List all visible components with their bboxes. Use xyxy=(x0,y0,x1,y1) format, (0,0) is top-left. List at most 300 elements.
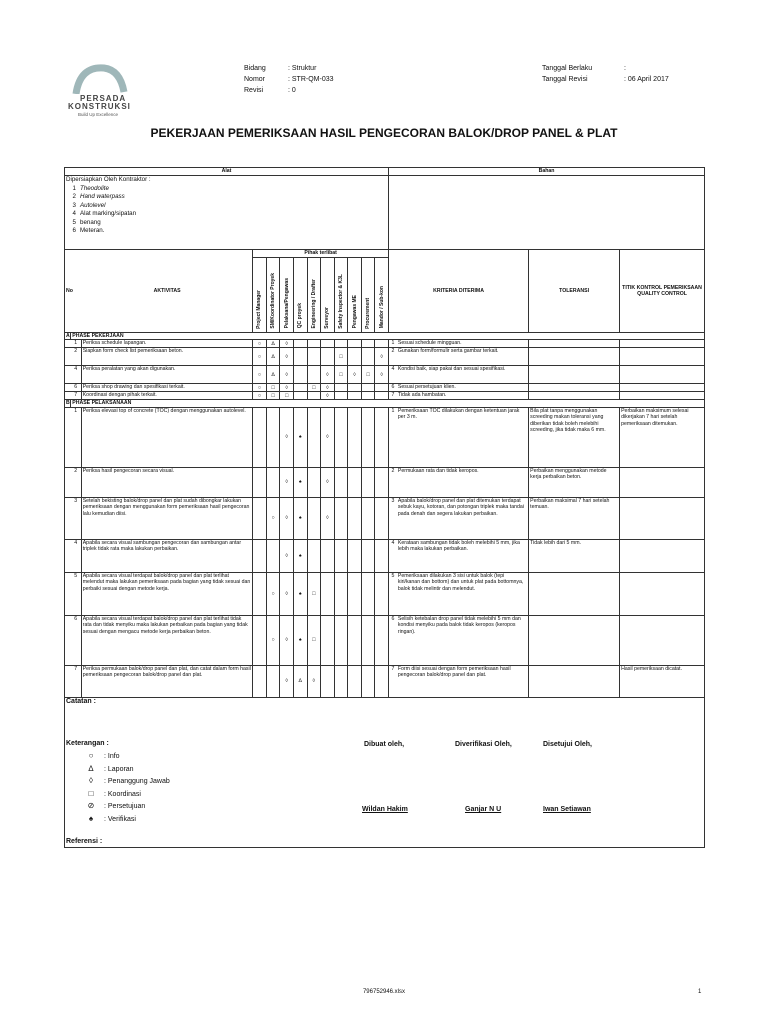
role-symbol: ◊ xyxy=(321,467,335,497)
tolerance-text: Bila plat tanpa menggunakan screeding makan toleransi yang diberikan tidak boleh melebihi screeding, jika tidak maka 6 mm. xyxy=(529,407,620,467)
row-activity: Periksa schedule lapangan. xyxy=(81,340,252,348)
role-symbol xyxy=(375,392,389,400)
col-role-label: Project Manager xyxy=(256,289,263,329)
criteria-text: Kerataan sambungan tidak boleh melebihi 5 mm, jika lebih maka lakukan perbaikan. xyxy=(397,539,529,572)
role-symbol xyxy=(334,665,348,697)
col-role-label: Pengawas ME xyxy=(351,295,358,329)
row-no: 3 xyxy=(71,497,81,539)
criteria-no: 2 xyxy=(389,467,397,497)
legend-label: : Verifikasi xyxy=(104,815,136,823)
role-symbol: ♠ xyxy=(293,467,307,497)
table-row xyxy=(65,572,705,615)
control-point-text xyxy=(620,348,705,366)
persetujuan-icon: ⊘ xyxy=(87,801,95,810)
tolerance-text xyxy=(529,348,620,366)
col-role xyxy=(293,258,307,333)
signer-1-name: Wildan Hakim xyxy=(362,806,408,813)
legend-item xyxy=(78,750,218,763)
role-symbol xyxy=(321,572,335,615)
role-symbol xyxy=(375,407,389,467)
tgl-revisi-value: : 06 April 2017 xyxy=(624,76,669,83)
revisi-label: Revisi xyxy=(244,87,264,94)
role-symbol: ○ xyxy=(253,348,267,366)
logo-tagline: Build Up Excellence xyxy=(78,112,119,117)
legend xyxy=(78,750,218,825)
criteria-no: 5 xyxy=(389,572,397,615)
legend-label: : Penanggung Jawab xyxy=(104,778,170,785)
criteria-text: Sesuai schedule mingguan. xyxy=(397,340,529,348)
col-role xyxy=(321,258,335,333)
role-symbol xyxy=(307,497,321,539)
role-symbol xyxy=(334,467,348,497)
alat-list xyxy=(65,176,389,250)
tolerance-text xyxy=(529,384,620,392)
bahan-list xyxy=(389,176,705,250)
bidang-value: : Struktur xyxy=(288,65,317,72)
row-activity: Siapkan form check list pemeriksaan beton. xyxy=(81,348,252,366)
role-symbol xyxy=(361,467,375,497)
row-activity: Koordinasi dengan pihak terkait. xyxy=(81,392,252,400)
role-symbol xyxy=(307,348,321,366)
role-symbol xyxy=(293,366,307,384)
alat-item-no: 6 xyxy=(72,227,76,234)
role-symbol xyxy=(321,665,335,697)
col-role xyxy=(361,258,375,333)
role-symbol xyxy=(293,392,307,400)
row-activity: Apabila secara visual terdapat balok/drop panel dan plat terlihat melendut maka lakukan pemeriksaan pada bagian yang tidak sesuai dan perbaiki sesuai dengan metode kerja. xyxy=(81,572,252,615)
tolerance-text: Perbaikan menggunakan metode kerja perbaikan beton. xyxy=(529,467,620,497)
role-symbol: ♠ xyxy=(293,539,307,572)
role-symbol: □ xyxy=(361,366,375,384)
verifikasi-icon: ♠ xyxy=(88,813,94,823)
role-symbol: ◊ xyxy=(348,366,362,384)
role-symbol xyxy=(361,572,375,615)
role-symbol xyxy=(348,407,362,467)
role-symbol xyxy=(266,467,280,497)
alat-item xyxy=(66,185,387,194)
role-symbol: ◊ xyxy=(375,348,389,366)
role-symbol xyxy=(293,348,307,366)
role-symbol: ◊ xyxy=(280,539,294,572)
logo-arc-icon xyxy=(62,64,140,94)
role-symbol: □ xyxy=(334,348,348,366)
nomor-label: Nomor xyxy=(244,76,266,83)
criteria-no: 4 xyxy=(389,539,397,572)
role-symbol: ○ xyxy=(253,384,267,392)
row-activity: Apabila secara visual sambungan pengecoran dan sambungan antar triplek tidak rata maka lakukan perbaikan. xyxy=(81,539,252,572)
control-point-text xyxy=(620,615,705,665)
col-role xyxy=(280,258,294,333)
role-symbol xyxy=(266,665,280,697)
col-titik: TITIK KONTROL PEMERIKSAAN QUALITY CONTROL xyxy=(620,250,705,333)
footer-page: 1 xyxy=(698,989,702,995)
role-symbol xyxy=(307,366,321,384)
table-row xyxy=(65,497,705,539)
role-symbol xyxy=(348,348,362,366)
role-symbol: □ xyxy=(280,392,294,400)
role-symbol xyxy=(253,497,267,539)
alat-item xyxy=(66,210,387,219)
control-point-text: Perbaikan maksimum selesai dikerjakan 7 hari setelah pemeriksaan ditemukan. xyxy=(620,407,705,467)
legend-label: : Koordinasi xyxy=(104,790,141,798)
alat-item-text: Alat marking/sipatan xyxy=(80,210,137,217)
row-no: 2 xyxy=(71,467,81,497)
role-symbol xyxy=(321,340,335,348)
role-symbol xyxy=(334,615,348,665)
catatan-label: Catatan : xyxy=(66,697,96,705)
col-role-label: Mandor / Sub-kon xyxy=(378,286,385,329)
legend-item xyxy=(78,813,218,826)
role-symbol: ◊ xyxy=(321,497,335,539)
tolerance-text xyxy=(529,572,620,615)
alat-item-text: Meteran. xyxy=(80,227,105,234)
col-no-aktivitas-head xyxy=(65,250,253,333)
role-symbol xyxy=(253,615,267,665)
disetujui-label: Disetujui Oleh, xyxy=(543,741,593,748)
role-symbol xyxy=(361,340,375,348)
legend-item xyxy=(78,763,218,776)
row-no: 4 xyxy=(71,366,81,384)
info-icon: ○ xyxy=(88,751,94,760)
alat-item-no: 1 xyxy=(72,184,76,192)
role-symbol: □ xyxy=(266,392,280,400)
role-symbol: ◊ xyxy=(321,407,335,467)
role-symbol xyxy=(253,467,267,497)
phase-a-code: A xyxy=(66,333,70,339)
row-no: 5 xyxy=(71,572,81,615)
role-symbol xyxy=(375,665,389,697)
control-point-text xyxy=(620,467,705,497)
col-role-label: Engineering / Drafter xyxy=(310,279,317,329)
role-symbol xyxy=(253,665,267,697)
criteria-no: 6 xyxy=(389,384,397,392)
col-role xyxy=(375,258,389,333)
role-symbol: ○ xyxy=(266,572,280,615)
role-symbol: ∆ xyxy=(266,348,280,366)
tgl-berlaku-value: : xyxy=(624,65,626,72)
role-symbol xyxy=(375,467,389,497)
alat-header: Alat xyxy=(65,168,389,176)
table-row xyxy=(65,340,705,348)
criteria-no: 1 xyxy=(389,407,397,467)
tgl-berlaku-label: Tanggal Berlaku xyxy=(542,65,593,72)
role-symbol xyxy=(334,572,348,615)
role-symbol: □ xyxy=(307,615,321,665)
role-symbol xyxy=(334,340,348,348)
company-logo xyxy=(62,64,140,124)
criteria-text: Kondisi baik, siap pakai dan sesuai spesifikasi. xyxy=(397,366,529,384)
role-symbol: ◊ xyxy=(321,384,335,392)
role-symbol xyxy=(307,467,321,497)
table-row xyxy=(65,615,705,665)
role-symbol xyxy=(334,392,348,400)
role-symbol xyxy=(293,384,307,392)
control-point-text xyxy=(620,392,705,400)
row-activity: Apabila secara visual terdapat balok/drop panel dan plat terlihat tidak rata dan tidak menyiku maka lakukan perbaikan pada bagian yang tidak sesuai dengan mengacu metode kerja perbaikan beton. xyxy=(81,615,252,665)
revisi-value: : 0 xyxy=(288,87,296,94)
legend-item xyxy=(78,788,218,801)
phase-b-code: B xyxy=(66,400,70,407)
diverifikasi-label: Diverifikasi Oleh, xyxy=(455,741,512,748)
role-symbol xyxy=(375,539,389,572)
alat-item-no: 5 xyxy=(72,218,76,226)
criteria-no: 4 xyxy=(389,366,397,384)
role-symbol: ◊ xyxy=(280,467,294,497)
alat-item-no: 3 xyxy=(72,201,76,209)
row-no: 6 xyxy=(71,615,81,665)
table-row xyxy=(65,348,705,366)
alat-item-text: Theodolite xyxy=(80,184,109,192)
role-symbol: □ xyxy=(307,384,321,392)
signer-2-name: Ganjar N U xyxy=(465,806,502,813)
tolerance-text xyxy=(529,366,620,384)
role-symbol xyxy=(334,497,348,539)
control-point-text xyxy=(620,497,705,539)
role-symbol: ○ xyxy=(266,615,280,665)
control-point-text xyxy=(620,366,705,384)
role-symbol: ◊ xyxy=(307,665,321,697)
role-symbol xyxy=(321,539,335,572)
alat-item xyxy=(66,193,387,202)
col-role-label: QC proyek xyxy=(297,303,304,329)
control-point-text xyxy=(620,384,705,392)
bidang-label: Bidang xyxy=(244,65,266,72)
row-no: 1 xyxy=(71,407,81,467)
table-row xyxy=(65,384,705,392)
legend-label: : Laporan xyxy=(104,765,134,773)
role-symbol xyxy=(348,615,362,665)
role-symbol xyxy=(334,539,348,572)
role-symbol xyxy=(253,407,267,467)
koordinasi-icon: □ xyxy=(88,788,94,798)
role-symbol xyxy=(348,665,362,697)
criteria-text: Sesuai persetujuan klien. xyxy=(397,384,529,392)
col-pihak: Pihak terlibat xyxy=(253,250,389,258)
row-no: 6 xyxy=(71,384,81,392)
role-symbol xyxy=(307,407,321,467)
meta-right xyxy=(542,63,712,85)
role-symbol: ∆ xyxy=(266,366,280,384)
row-no: 7 xyxy=(71,665,81,697)
referensi-label: Referensi : xyxy=(66,838,103,845)
role-symbol xyxy=(348,384,362,392)
role-symbol xyxy=(266,539,280,572)
criteria-text: Tidak ada hambatan. xyxy=(397,392,529,400)
criteria-no: 7 xyxy=(389,392,397,400)
role-symbol xyxy=(348,539,362,572)
role-symbol xyxy=(348,340,362,348)
tgl-revisi-label: Tanggal Revisi xyxy=(542,76,588,83)
role-symbol xyxy=(361,665,375,697)
role-symbol xyxy=(375,384,389,392)
criteria-no: 2 xyxy=(389,348,397,366)
criteria-no: 3 xyxy=(389,497,397,539)
role-symbol: ◊ xyxy=(321,392,335,400)
row-no: 1 xyxy=(71,340,81,348)
table-row xyxy=(65,665,705,697)
role-symbol: ◊ xyxy=(375,366,389,384)
criteria-text: Selisih ketebalan drop panel tidak melebihi 5 mm dan kondisi menyiku pada balok tidak keropos (keropos ringan). xyxy=(397,615,529,665)
table-row xyxy=(65,366,705,384)
tolerance-text xyxy=(529,340,620,348)
role-symbol xyxy=(348,572,362,615)
role-symbol: ◊ xyxy=(280,407,294,467)
role-symbol xyxy=(334,407,348,467)
logo-line1: PERSADA xyxy=(80,94,127,103)
tolerance-text xyxy=(529,392,620,400)
role-symbol xyxy=(334,384,348,392)
criteria-text: Permukaan rata dan tidak keropos. xyxy=(397,467,529,497)
role-symbol xyxy=(361,348,375,366)
control-point-text xyxy=(620,572,705,615)
role-symbol: ∆ xyxy=(293,665,307,697)
meta-left xyxy=(244,63,394,96)
row-activity: Periksa peralatan yang akan digunakan. xyxy=(81,366,252,384)
role-symbol: ○ xyxy=(253,392,267,400)
tolerance-text xyxy=(529,665,620,697)
role-symbol xyxy=(307,340,321,348)
role-symbol xyxy=(253,539,267,572)
alat-item xyxy=(66,227,387,236)
col-toleransi: TOLERANSI xyxy=(529,250,620,333)
bahan-header: Bahan xyxy=(389,168,705,176)
criteria-text: Pemeriksaan TOC dilakukan dengan ketentuan jarak per 3 m. xyxy=(397,407,529,467)
role-symbol: ◊ xyxy=(280,665,294,697)
role-symbol: ◊ xyxy=(280,572,294,615)
col-role xyxy=(266,258,280,333)
table-row xyxy=(65,467,705,497)
legend-label: : Persetujuan xyxy=(104,803,146,810)
legend-item xyxy=(78,800,218,813)
col-role-label: SM/Koordinator Proyek xyxy=(270,273,277,329)
row-activity: Setelah bekisting balok/drop panel dan plat sudah dibongkar lakukan pemeriksaan dengan menggunakan form pemeriksaan hasil pengecoran lalu kemudian diisi. xyxy=(81,497,252,539)
role-symbol xyxy=(266,407,280,467)
role-symbol: ◊ xyxy=(321,366,335,384)
criteria-no: 6 xyxy=(389,615,397,665)
row-no: 2 xyxy=(71,348,81,366)
row-no: 4 xyxy=(71,539,81,572)
row-activity: Periksa hasil pengecoran secara visual. xyxy=(81,467,252,497)
control-point-text xyxy=(620,539,705,572)
role-symbol xyxy=(321,615,335,665)
role-symbol: ◊ xyxy=(280,497,294,539)
role-symbol: ○ xyxy=(253,340,267,348)
col-role xyxy=(253,258,267,333)
role-symbol xyxy=(361,392,375,400)
role-symbol xyxy=(375,340,389,348)
table-row xyxy=(65,392,705,400)
row-activity: Periksa permukaan balok/drop panel dan plat, dan catat dalam form hasil pemeriksaan pengecoran balok/drop panel dan plat. xyxy=(81,665,252,697)
role-symbol xyxy=(293,340,307,348)
col-aktivitas: AKTIVITAS xyxy=(153,287,181,294)
criteria-no: 1 xyxy=(389,340,397,348)
legend-label: : Info xyxy=(104,753,120,760)
role-symbol xyxy=(307,392,321,400)
role-symbol: ♠ xyxy=(293,615,307,665)
table-row xyxy=(65,407,705,467)
control-point-text: Hasil pemeriksaan dicatat. xyxy=(620,665,705,697)
role-symbol: ♠ xyxy=(293,497,307,539)
role-symbol xyxy=(375,497,389,539)
role-symbol xyxy=(348,467,362,497)
col-role-label: Surveyor xyxy=(324,306,331,329)
alat-item xyxy=(66,202,387,211)
logo-line2: KONSTRUKSI xyxy=(68,102,131,111)
role-symbol: ◊ xyxy=(280,340,294,348)
penanggung-jawab-icon: ◊ xyxy=(89,776,93,785)
phase-b-label: PHASE PELAKSANAAN xyxy=(71,400,705,407)
role-symbol: □ xyxy=(307,572,321,615)
role-symbol: ∆ xyxy=(266,340,280,348)
criteria-text: Gunakan form/formulir serta gambar terkait. xyxy=(397,348,529,366)
page-title: PEKERJAAN PEMERIKSAAN HASIL PENGECORAN BALOK/DROP PANEL & PLAT xyxy=(150,126,618,140)
keterangan-label: Keterangan : xyxy=(66,740,109,747)
col-role xyxy=(307,258,321,333)
dibuat-label: Dibuat oleh, xyxy=(364,741,405,748)
col-role xyxy=(334,258,348,333)
role-symbol: ○ xyxy=(253,366,267,384)
role-symbol xyxy=(361,615,375,665)
role-symbol: ♠ xyxy=(293,572,307,615)
criteria-text: Apabila balok/drop panel dan plat ditemukan terdapat sebuk kayu, kotoran, dan potongan triplek maka tandai pada denah dan segera lakukan perbaikan. xyxy=(397,497,529,539)
tolerance-text: Tidak lebih dari 5 mm. xyxy=(529,539,620,572)
control-point-text xyxy=(620,340,705,348)
tolerance-text: Perbaikan maksimal 7 hari setelah temuan. xyxy=(529,497,620,539)
role-symbol xyxy=(375,572,389,615)
col-role-label: Safety Inspector & K3L xyxy=(337,273,344,329)
role-symbol xyxy=(253,572,267,615)
role-symbol: ◊ xyxy=(280,615,294,665)
signer-3-name: Iwan Setiawan xyxy=(543,806,591,813)
alat-item-text: Hand waterpass xyxy=(80,193,125,200)
role-symbol xyxy=(348,497,362,539)
col-no: No xyxy=(66,287,73,294)
col-role-label: Procurement xyxy=(365,297,372,329)
role-symbol xyxy=(361,384,375,392)
alat-intro: Dipersiapkan Oleh Kontraktor : xyxy=(66,176,151,183)
alat-item-text: Autolevel xyxy=(80,201,106,209)
col-role xyxy=(348,258,362,333)
role-symbol: ◊ xyxy=(280,348,294,366)
legend-item xyxy=(78,775,218,788)
role-symbol: □ xyxy=(266,384,280,392)
role-symbol xyxy=(348,392,362,400)
nomor-value: : STR-QM-033 xyxy=(288,76,334,83)
role-symbol xyxy=(361,407,375,467)
col-role-label: Pelaksana/Pengawas xyxy=(283,278,290,329)
col-kriteria: KRITERIA DITERIMA xyxy=(389,250,529,333)
alat-item xyxy=(66,219,387,228)
criteria-text: Form diisi sesuai dengan form pemeriksaan hasil pengecoran balok/drop panel dan plat. xyxy=(397,665,529,697)
role-symbol: ○ xyxy=(266,497,280,539)
role-symbol xyxy=(321,348,335,366)
role-symbol: ♠ xyxy=(293,407,307,467)
table-row xyxy=(65,539,705,572)
phase-a-label: PHASE PEKERJAAN xyxy=(71,333,705,340)
alat-item-no: 2 xyxy=(72,193,76,200)
alat-item-no: 4 xyxy=(72,210,76,217)
role-symbol: ◊ xyxy=(280,384,294,392)
role-symbol: ◊ xyxy=(280,366,294,384)
role-symbol xyxy=(361,539,375,572)
row-no: 7 xyxy=(71,392,81,400)
row-activity: Periksa shop drawing dan spesifikasi terkait. xyxy=(81,384,252,392)
row-activity: Periksa elevasi top of concrete (TOC) dengan menggunakan autolevel. xyxy=(81,407,252,467)
tolerance-text xyxy=(529,615,620,665)
criteria-no: 7 xyxy=(389,665,397,697)
alat-item-text: benang xyxy=(80,218,101,226)
alat-items xyxy=(66,185,387,236)
